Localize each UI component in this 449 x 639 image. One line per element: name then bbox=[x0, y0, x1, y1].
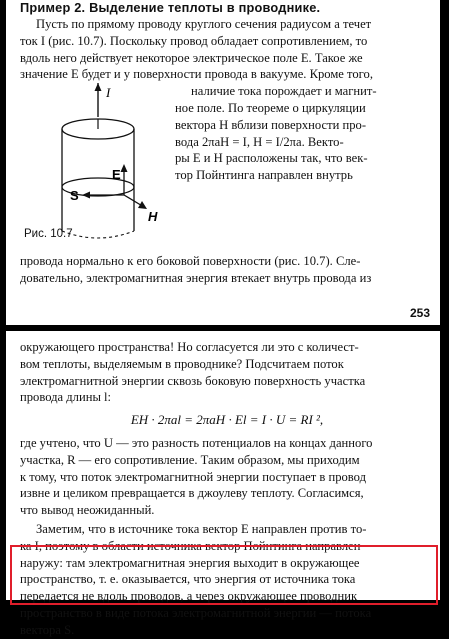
mid-line-3: к тому, что поток электромагнитной энергии поступает в провод bbox=[20, 469, 367, 484]
page-number: 253 bbox=[409, 306, 430, 321]
bottom-line-5: передается не вдоль проводов, а через окружающее проводник bbox=[20, 589, 358, 604]
label-i: I bbox=[106, 85, 111, 101]
mid-line-5: что вывод неожиданный. bbox=[20, 503, 155, 518]
intro-line-4: значение E будет и у поверхности провода в вакууме. Кроме того, bbox=[20, 67, 373, 82]
bottom-line-3: наружу: там электромагнитная энергия выходит в окружающее bbox=[20, 555, 360, 570]
book-page-253 bbox=[6, 0, 440, 325]
label-e: E bbox=[112, 167, 121, 183]
figure-row bbox=[20, 83, 434, 249]
top-line-1: окружающего пространства! Но согласуется ли это с количест- bbox=[20, 340, 359, 354]
top-line-2: вом теплоты, выделяемым в проводнике? Подсчитаем поток bbox=[20, 356, 344, 371]
side-line-4: вода 2πaH = I, H = I/2πa. Векто- bbox=[175, 134, 344, 149]
top-line-4: провода длины l: bbox=[20, 390, 112, 405]
figure-side-text bbox=[175, 83, 434, 249]
figure-caption: Рис. 10.7 bbox=[24, 228, 73, 241]
side-line-3: вектора H вблизи поверхности про- bbox=[175, 117, 367, 132]
mid-line-4: извне и целиком превращается в джоулеву теплоту. Согласимся, bbox=[20, 486, 364, 501]
side-line-1: наличие тока порождает и магнит- bbox=[191, 84, 377, 99]
section-heading: Пример 2. Выделение теплоты в проводнике. bbox=[20, 0, 321, 15]
side-line-6: тор Пойнтинга направлен внутрь bbox=[175, 168, 353, 183]
bottom-line-2: ка I, поэтому в области источника вектор Пойнтинга направлен bbox=[20, 538, 361, 553]
intro-line-1: Пусть по прямому проводу круглого сечения радиусом a течет bbox=[36, 17, 372, 31]
bottom-line-1: Заметим, что в источнике тока вектор E направлен против то- bbox=[36, 521, 367, 536]
mid-line-1: где учтено, что U — это разность потенциалов на концах данного bbox=[20, 435, 373, 450]
book-page-254 bbox=[6, 331, 440, 637]
after-line-1: провода нормально к его боковой поверхности (рис. 10.7). Сле- bbox=[20, 254, 361, 269]
side-line-5: ры E и H расположены так, что век- bbox=[175, 151, 368, 166]
label-h: H bbox=[148, 209, 158, 225]
mid-line-2: участка, R — его сопротивление. Таким образом, мы приходим bbox=[20, 452, 360, 467]
bottom-line-6: пространство в виде потока электромагнитной энергии — потока bbox=[20, 605, 372, 620]
formula: EH · 2πal = 2πaH · El = I · U = RI ², bbox=[130, 412, 324, 428]
wire-diagram bbox=[20, 83, 175, 249]
figure-10-7 bbox=[20, 83, 175, 249]
bottom-line-7: вектора S. bbox=[20, 622, 75, 637]
intro-line-3: вдоль него действует некоторое электрическое поле E. Такое же bbox=[20, 50, 363, 65]
side-line-2: ное поле. По теореме о циркуляции bbox=[175, 100, 366, 115]
bottom-line-4: пространство, т. е. оказывается, что энергия от источника тока bbox=[20, 572, 356, 587]
after-line-2: довательно, электромагнитная энергия втекает внутрь провода из bbox=[20, 270, 372, 285]
label-s: S bbox=[70, 188, 79, 204]
intro-line-2: ток I (рис. 10.7). Поскольку провод обладает сопротивлением, то bbox=[20, 33, 368, 48]
top-line-3: электромагнитной энергии сквозь боковую поверхность участка bbox=[20, 373, 366, 388]
